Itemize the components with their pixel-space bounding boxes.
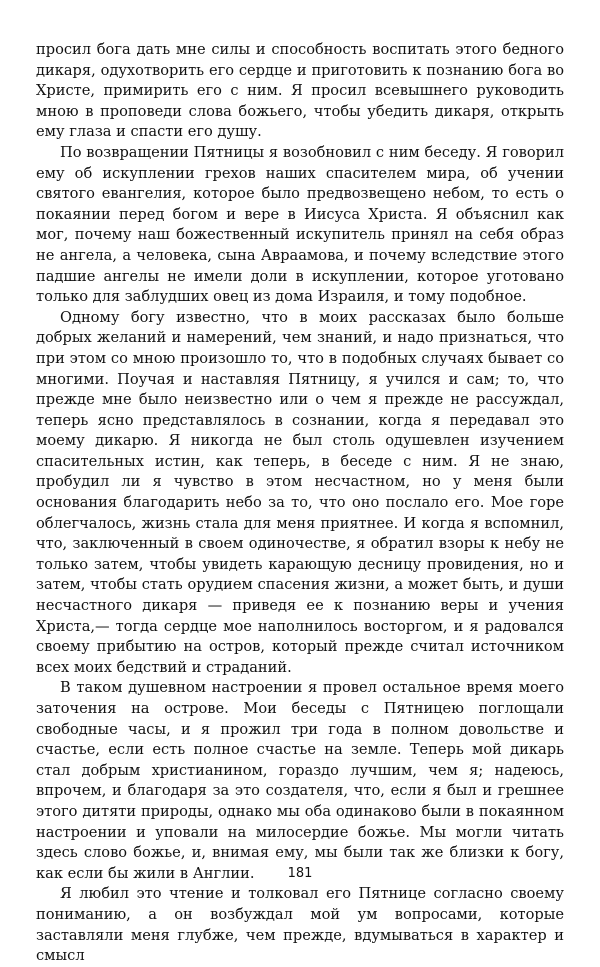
body-text (36, 40, 564, 967)
paragraph-reading-scripture: Я любил это чтение и толковал его Пятнице согласно своему пониманию, а он возбуждал мой ум вопросами, которые заставляли меня глубже, чем прежде, вдумываться в характер и смысл (36, 885, 564, 965)
page-number: 181 (287, 866, 313, 881)
paragraph-three-happy-years: В таком душевном настроении я провел остальное время моего заточения на острове. Мои беседы с Пятницею поглощали свободные часы, и я прожил три года в полном довольстве и счастье, если есть полное счастье на земле. Теперь мой дикарь стал добрым христианином, гораздо лучшим, чем я; надеюсь, впрочем, и благодаря за это создателя, что, если я был и грешнее этого дитяти природы, однако мы оба одинаково были в покаянном настроении и уповали на милосердие божье. Мы могли читать здесь слово божье, и, внимая ему, мы были так же близки к богу, как если бы жили в Англии. (36, 679, 564, 882)
paragraph-learning-while-teaching: Одному богу известно, что в моих рассказах было больше добрых желаний и намерений, чем знаний, и надо признаться, что при этом со мною произошло то, что в подобных случаях бывает со многими. Поучая и наставляя Пятницу, я учился и сам; то, что прежде мне было неизвестно или о чем я прежде не рассуждал, теперь ясно представлялось в сознании, когда я передавал это моему дикарю. Я никогда не был столь одушевлен изучением спасительных истин, как теперь, в беседе с ним. Я не знаю, пробудил ли я чувство в этом несчастном, но у меня были основания благодарить небо за то, что оно послало его. Мое горе облегчалось, жизнь стала для меня приятнее. И когда я вспомнил, что, заключенный в своем одиночестве, я обратил взоры к небу не только затем, чтобы увидеть карающую десницу провидения, но и затем, чтобы стать орудием спасения жизни, а может быть, и души несчастного дикаря — приведя ее к познанию веры и учения Христа,— тогда сердце мое наполнилось восторгом, и я радовался своему прибытию на остров, который прежде считал источником всех моих бедствий и страданий. (36, 308, 564, 676)
paragraph-conversation-about-redemption: По возвращении Пятницы я возобновил с ним беседу. Я говорил ему об искуплении грехов наших спасителем мира, об учении святого евангелия, которое было предвозвещено небом, то есть о покаянии перед богом и вере в Иисуса Христа. Я объяснил как мог, почему наш божественный искупитель принял на себя образ не ангела, а человека, сына Авраамова, и почему вследствие этого падшие ангелы не имели доли в искуплении, которое уготовано только для заблудших овец из дома Израиля, и тому подобное. (36, 143, 564, 306)
paragraph-prayer-for-friday: просил бога дать мне силы и способность воспитать этого бедного дикаря, одухотворить его сердце и приготовить к познанию бога во Христе, примирить его с ним. Я просил всевышнего руководить мною в проповеди слова божьего, чтобы убедить дикаря, открыть ему глаза и спасти его душу. (36, 41, 564, 141)
